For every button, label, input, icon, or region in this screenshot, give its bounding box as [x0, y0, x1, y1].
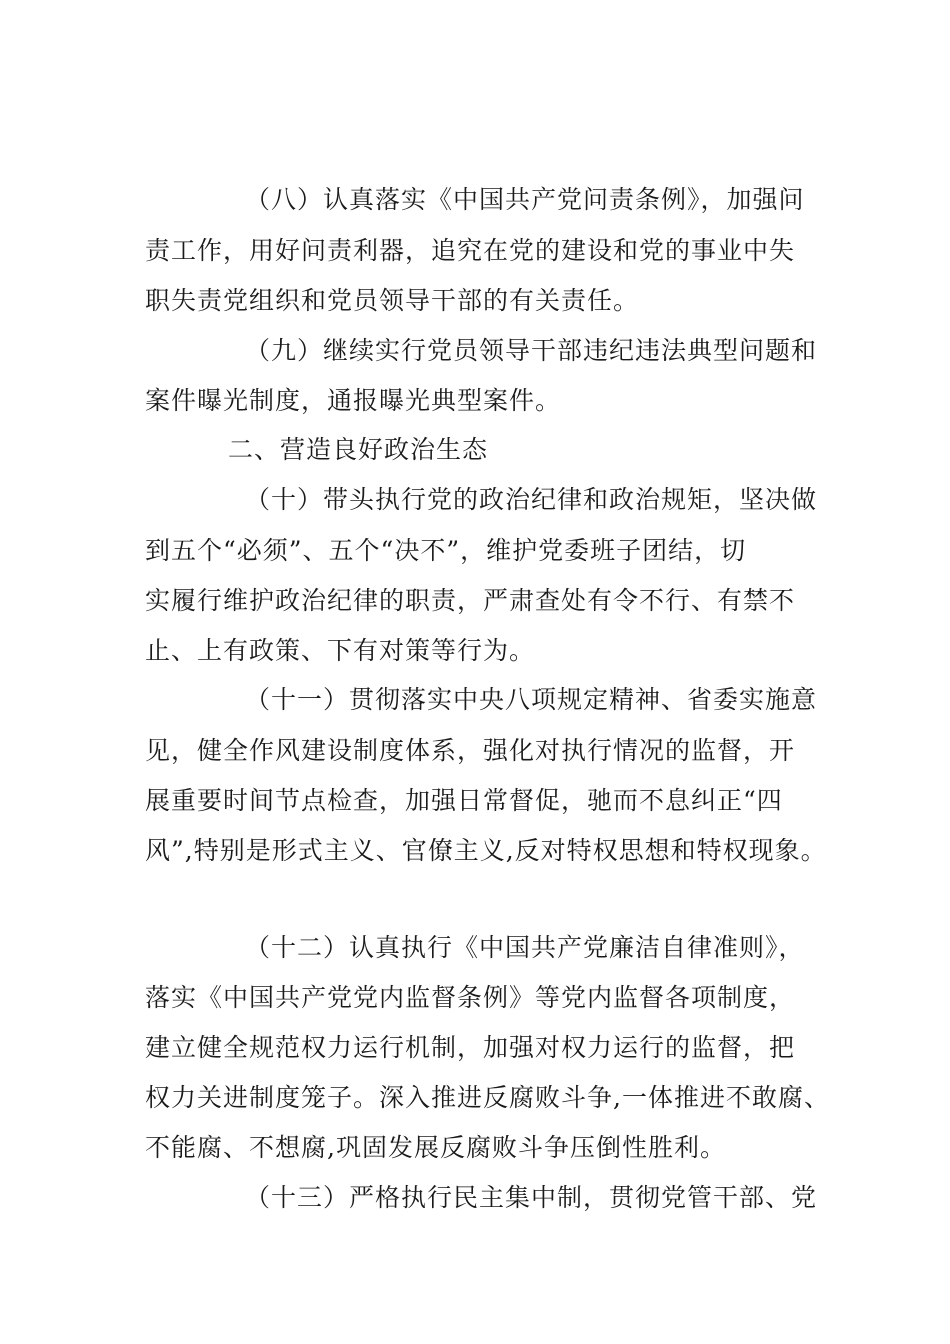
paragraph-11-line-3: 展重要时间节点检查，加强日常督促，驰而不息纠正“四	[145, 786, 783, 815]
paragraph-12-line-2: 落实《中国共产党党内监督条例》等党内监督各项制度，	[145, 983, 796, 1012]
paragraph-13-line-1: （十三）严格执行民主集中制，贯彻党管干部、党	[245, 1183, 818, 1212]
paragraph-8-line-1: （八）认真落实《中国共产党问责条例》，加强问	[245, 185, 805, 214]
paragraph-12-line-3: 建立健全规范权力运行机制，加强对权力运行的监督，把	[145, 1033, 796, 1062]
paragraph-11-line-4: 风”,特别是形式主义、官僚主义,反对特权思想和特权现象。	[145, 836, 827, 865]
paragraph-11-line-1: （十一）贯彻落实中央八项规定精神、省委实施意	[245, 685, 818, 714]
paragraph-10-line-3: 实履行维护政治纪律的职责，严肃查处有令不行、有禁不	[145, 586, 796, 615]
paragraph-10-line-2: 到五个“必须”、五个“决不”，维护党委班子团结，切	[145, 536, 747, 565]
paragraph-10-line-1: （十）带头执行党的政治纪律和政治规矩，坚决做	[245, 485, 818, 514]
paragraph-9-line-1: （九）继续实行党员领导干部违纪违法典型问题和	[245, 336, 818, 365]
paragraph-8-line-2: 责工作，用好问责利器，追究在党的建设和党的事业中失	[145, 236, 796, 265]
paragraph-12-line-5: 不能腐、不想腐,巩固发展反腐败斗争压倒性胜利。	[145, 1133, 726, 1162]
section-heading: 二、营造良好政治生态	[228, 435, 489, 464]
paragraph-8-line-3: 职失责党组织和党员领导干部的有关责任。	[145, 286, 640, 315]
paragraph-11-line-2: 见，健全作风建设制度体系，强化对执行情况的监督，开	[145, 736, 796, 765]
paragraph-10-line-4: 止、上有政策、下有对策等行为。	[145, 636, 536, 665]
paragraph-12-line-1: （十二）认真执行《中国共产党廉洁自律准则》，	[245, 933, 805, 962]
paragraph-12-line-4: 权力关进制度笼子。深入推进反腐败斗争,一体推进不敢腐、	[145, 1083, 830, 1112]
paragraph-9-line-2: 案件曝光制度，通报曝光典型案件。	[145, 386, 562, 415]
